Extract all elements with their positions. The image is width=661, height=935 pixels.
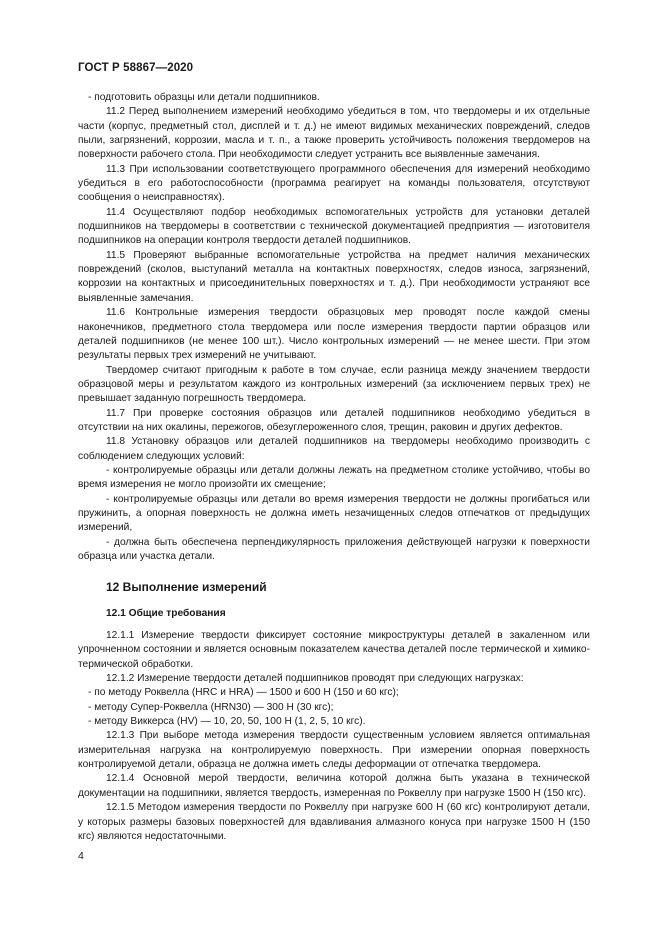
paragraph: 12.1.4 Основной мерой твердости, величина которой должна быть указана в технической документации на подшипники, является твердость, измеренная по Роквеллу при нагрузке 1500 Н (150 кгс). <box>78 773 590 799</box>
paragraph: 11.2 Перед выполнением измерений необходимо убедиться в том, что твердомеры и их отдельные части (корпус, предметный стол, дисплей и т. д.) не имеют видимых механических повреждений, следов пыли, загрязнений, коррозии, масла и т. п., а также проверить устойчивость положения твердомеров на поверхности рабочего стола. При необходимости следует устранить все выявленные замечания. <box>78 106 590 161</box>
paragraph: 11.8 Установку образцов или деталей подшипников на твердомеры необходимо производить с соблюдением следующих условий: <box>78 436 590 462</box>
paragraph: 11.5 Проверяют выбранные вспомогательные устройства на предмет наличия механических повреждений (сколов, выступаний металла на контактных поверхностях, следов износа, загрязнений, коррозии на контактных и присоединительных поверхностях и т. д.). При необходимости устраняют все выявленные замечания. <box>78 249 590 304</box>
document-body <box>78 91 590 844</box>
paragraph: - контролируемые образцы или детали должны лежать на предметном столике устойчиво, чтобы во время измерения не могло произойти их смещение; <box>78 464 590 491</box>
document-header: ГОСТ Р 58867—2020 <box>78 62 194 74</box>
paragraph: 12.1.5 Методом измерения твердости по Роквеллу при нагрузке 600 Н (60 кгс) контролируют детали, у которых размеры базовых поверхностей для вдавливания алмазного конуса при нагрузке 1500 Н (150 кгс) являются недостаточными. <box>78 802 590 842</box>
paragraph: 12.1.2 Измерение твердости деталей подшипников проводят при следующих нагрузках: <box>106 673 524 685</box>
paragraph: 11.7 При проверке состояния образцов или деталей подшипников необходимо убедиться в отсутствии на них окалины, пережогов, обезуглероженного слоя, трещин, раковин и других дефектов. <box>78 407 590 433</box>
paragraph: Твердомер считают пригодным к работе в том случае, если разница между значением твердости образцовой меры и результатом каждого из контрольных измерений (за исключением первых трех) не превышает заданную погрешность твердомера. <box>78 364 590 405</box>
subsection-title: 12.1 Общие требования <box>106 607 226 619</box>
paragraph: - подготовить образцы или детали подшипников. <box>88 92 320 103</box>
paragraph: 11.6 Контрольные измерения твердости образцовых мер проводят после каждой смены наконечников, предметного стола твердомера или после измерения твердости партии образцов или деталей подшипников (не менее 100 шт.). Число контрольных измерений — не менее шести. При этом результаты первых трех измерений не учитывают. <box>78 307 590 362</box>
paragraph: 12.1.1 Измерение твердости фиксирует состояние микроструктуры деталей в закаленном или упрочненном состоянии и является основным показателем качества деталей после термической и химико-термической обработки. <box>78 630 590 670</box>
paragraph: 12.1.3 При выборе метода измерения твердости существенным условием является оптимальная измерительная нагрузка на контролируемую поверхность. При измерении опорная поверхность контролируемой детали, образца не должна иметь следы деформации от отпечатка твердомера. <box>78 730 590 771</box>
list-item: - методу Виккерса (HV) — 10, 20, 50, 100 Н (1, 2, 5, 10 кгс). <box>88 716 366 728</box>
list-item: - по методу Роквелла (HRC и HRA) — 1500 и 600 Н (150 и 60 кгс); <box>88 687 399 699</box>
section-title: 12 Выполнение измерений <box>106 580 267 595</box>
paragraph: 11.4 Осуществляют подбор необходимых вспомогательных устройств для установки деталей подшипников на твердомеры в соответствии с технической документацией предприятия — изготовителя подшипников на операции контроля твердости деталей подшипников. <box>78 206 590 247</box>
paragraph: 11.3 При использовании соответствующего программного обеспечения для измерений необходимо убедиться в его работоспособности (программа реагирует на команды пользователя, отсутствуют сообщения о неисправностях). <box>78 163 590 204</box>
list-item: - методу Супер-Роквелла (HRN30) — 300 Н (30 кгс); <box>88 701 334 713</box>
page-number: 4 <box>78 850 84 862</box>
paragraph: - контролируемые образцы или детали во время измерения твердости не должны прогибаться или пружинить, а опорная поверхность не должна иметь незачищенных следов отпечатков от предыдущих измерений, <box>78 493 590 534</box>
paragraph: - должна быть обеспечена перпендикулярность приложения действующей нагрузки к поверхности образца или участка детали. <box>78 536 590 562</box>
